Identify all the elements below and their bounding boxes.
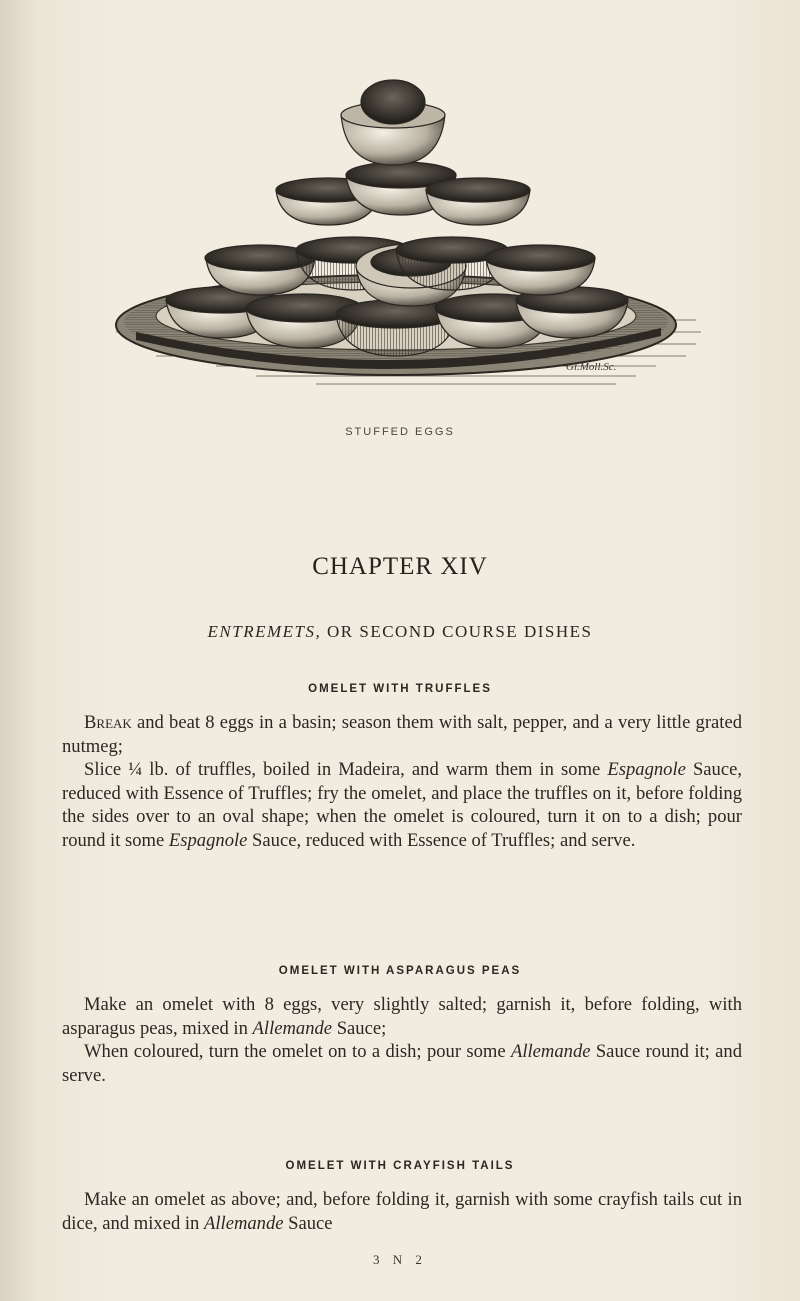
recipe-paragraph bbox=[62, 711, 742, 758]
recipe-title-omelet-asparagus: OMELET WITH ASPARAGUS PEAS bbox=[278, 965, 522, 977]
stuffed-eggs-engraving bbox=[96, 70, 706, 410]
paragraph-text: When coloured, turn the omelet on to a dish; pour some bbox=[84, 1041, 511, 1062]
sauce-name: Allemande bbox=[252, 1017, 333, 1039]
paragraph-text: Sauce; bbox=[332, 1017, 387, 1039]
recipe-paragraph bbox=[62, 1040, 742, 1087]
sauce-name: Espagnole bbox=[607, 759, 686, 780]
sauce-name: Espagnole bbox=[168, 829, 248, 851]
recipe-body-omelet-crayfish bbox=[62, 1188, 742, 1235]
sauce-name: Allemande bbox=[510, 1041, 591, 1062]
paragraph-text: Make an omelet with 8 eggs, very slightly salted; garnish it, before folding, with asparagus peas, mixed in bbox=[62, 994, 742, 1039]
paragraph-text: Slice bbox=[84, 759, 129, 780]
illustration-caption: STUFFED EGGS bbox=[345, 426, 455, 438]
recipe-body-omelet-truffles bbox=[62, 711, 742, 852]
signature-mark: 3 N 2 bbox=[373, 1252, 427, 1267]
subtitle-rest: OR SECOND COURSE DISHES bbox=[321, 622, 593, 641]
fraction: ¼ bbox=[128, 759, 143, 780]
paragraph-text: Sauce, reduced with Essence of Truffles; fry the omelet, and place the truffles on it, before folding the sides over to an oval shape; when the omelet is coloured, turn it on to a dish; pour round it some bbox=[62, 759, 742, 851]
chapter-subtitle bbox=[0, 622, 800, 642]
paragraph-text: and beat 8 eggs in a basin; season them with salt, pepper, and a very little grated nutmeg; bbox=[62, 712, 742, 757]
recipe-paragraph bbox=[62, 758, 742, 852]
recipe-body-omelet-asparagus bbox=[62, 993, 742, 1087]
paragraph-text: Sauce round it; and serve. bbox=[62, 1041, 743, 1086]
recipe-title-omelet-truffles: OMELET WITH TRUFFLES bbox=[308, 683, 492, 695]
sauce-name: Allemande bbox=[204, 1212, 284, 1234]
lead-word: Break bbox=[84, 712, 132, 733]
engraver-signature: Gl.Moll.Sc. bbox=[566, 361, 617, 373]
recipe-title-omelet-crayfish: OMELET WITH CRAYFISH TAILS bbox=[285, 1160, 515, 1172]
recipe-paragraph bbox=[62, 993, 742, 1040]
paragraph-text: lb. of truffles, boiled in Madeira, and warm them in some bbox=[142, 759, 608, 780]
subtitle-italic: ENTREMETS, bbox=[207, 622, 322, 641]
recipe-paragraph bbox=[62, 1188, 742, 1235]
paragraph-text: Sauce bbox=[283, 1212, 333, 1234]
chapter-title: CHAPTER XIV bbox=[312, 553, 488, 580]
paragraph-text: Make an omelet as above; and, before folding it, garnish with some crayfish tails cut in dice, and mixed in bbox=[62, 1189, 742, 1234]
paragraph-text: Sauce, reduced with Essence of Truffles; and serve. bbox=[247, 829, 636, 851]
